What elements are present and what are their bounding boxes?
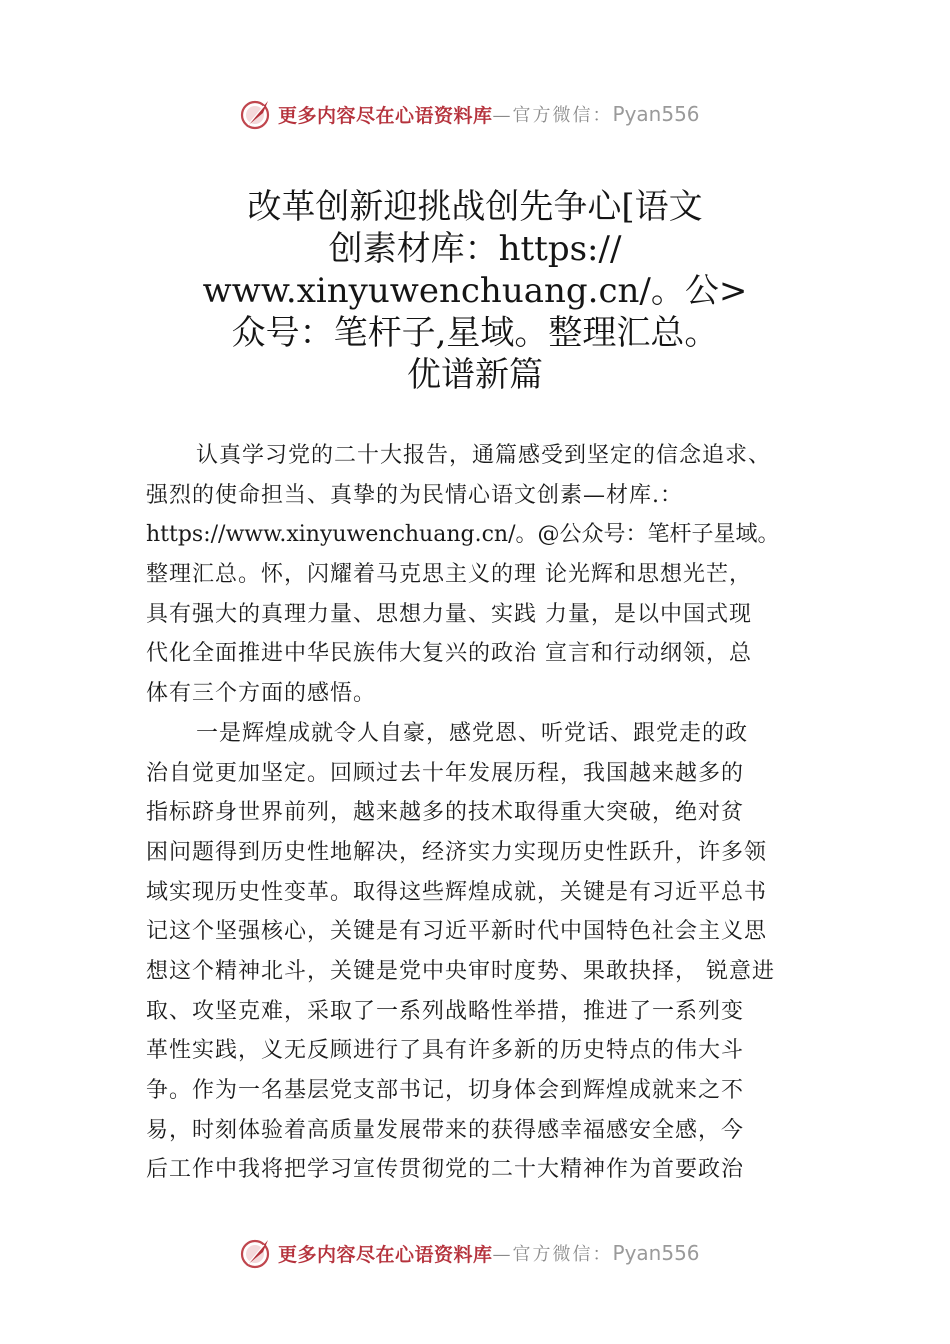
text-line: 强烈的使命担当、真挚的为民情心语文创素—材库.： — [146, 482, 683, 508]
footer-banner — [238, 1233, 758, 1273]
banner-wechat-id: Pyan556 — [612, 102, 700, 126]
text-line: 后工作中我将把学习宣传贯彻党的二十大精神作为首要政治 — [146, 1157, 745, 1183]
text-line: 代化全面推进中华民族伟大复兴的政治 宣言和行动纲领，总 — [146, 641, 752, 667]
text-line: 争。作为一名基层党支部书记，切身体会到辉煌成就来之不 — [146, 1078, 745, 1103]
text-line: 治自觉更加坚定。回顾过去十年发展历程，我国越来越多的 — [146, 760, 745, 786]
text-line: 一是辉煌成就令人自豪，感党恩、听党话、跟党走的政 — [196, 720, 749, 746]
banner-library-text: 更多内容尽在心语资料库 — [278, 104, 493, 127]
text-line: https://www.xinyuwenchuang.cn/。@公众号：笔杆子星域。 — [146, 522, 780, 548]
title-line: www.xinyuwenchuang.cn/。公> — [202, 271, 748, 311]
paragraph-first-point — [146, 714, 822, 1190]
title-line: 优谱新篇 — [407, 355, 543, 395]
text-line: 域实现历史性变革。取得这些辉煌成就，关键是有习近平总书 — [146, 879, 768, 905]
header-banner — [238, 94, 758, 134]
banner-official-wechat-label: —官方微信： — [492, 105, 613, 126]
text-line: 指标跻身世界前列，越来越多的技术取得重大突破，绝对贫 — [146, 800, 745, 826]
quill-logo-icon — [238, 1235, 274, 1271]
banner-official-wechat-label: —官方微信： — [492, 1244, 613, 1265]
text-line: 易，时刻体验着高质量发展带来的获得感幸福感安全感，今 — [146, 1117, 745, 1143]
banner-library-text: 更多内容尽在心语资料库 — [278, 1243, 493, 1266]
banner-wechat-id: Pyan556 — [612, 1241, 700, 1265]
text-line: 困问题得到历史性地解决，经济实力实现历史性跃升，许多领 — [146, 839, 768, 865]
text-line: 具有强大的真理力量、思想力量、实践 力量，是以中国式现 — [146, 601, 752, 627]
text-line: 取、攻坚克难，采取了一系列战略性举措，推进了一系列变 — [146, 998, 745, 1024]
title-line: 创素材库：https:// — [328, 229, 622, 269]
document-body — [146, 436, 822, 1190]
text-line: 体有三个方面的感悟。 — [146, 681, 377, 707]
text-line: 革性实践，义无反顾进行了具有许多新的历史特点的伟大斗 — [146, 1038, 745, 1064]
text-line: 记这个坚强核心，关键是有习近平新时代中国特色社会主义思 — [146, 919, 768, 945]
title-line: 改革创新迎挑战创先争心[语文 — [247, 187, 703, 227]
text-line: 认真学习党的二十大报告，通篇感受到坚定的信念追求、 — [196, 443, 772, 468]
text-line: 整理汇总。怀，闪耀着马克思主义的理 论光辉和思想光芒， — [146, 562, 752, 588]
text-line: 想这个精神北斗，关键是党中央审时度势、果敢抉择， 锐意进 — [146, 958, 775, 984]
paragraph-intro — [146, 436, 822, 714]
title-line: 众号：笔杆子,星域。整理汇总。 — [231, 313, 719, 353]
document-title — [150, 186, 800, 396]
quill-logo-icon — [238, 96, 274, 132]
